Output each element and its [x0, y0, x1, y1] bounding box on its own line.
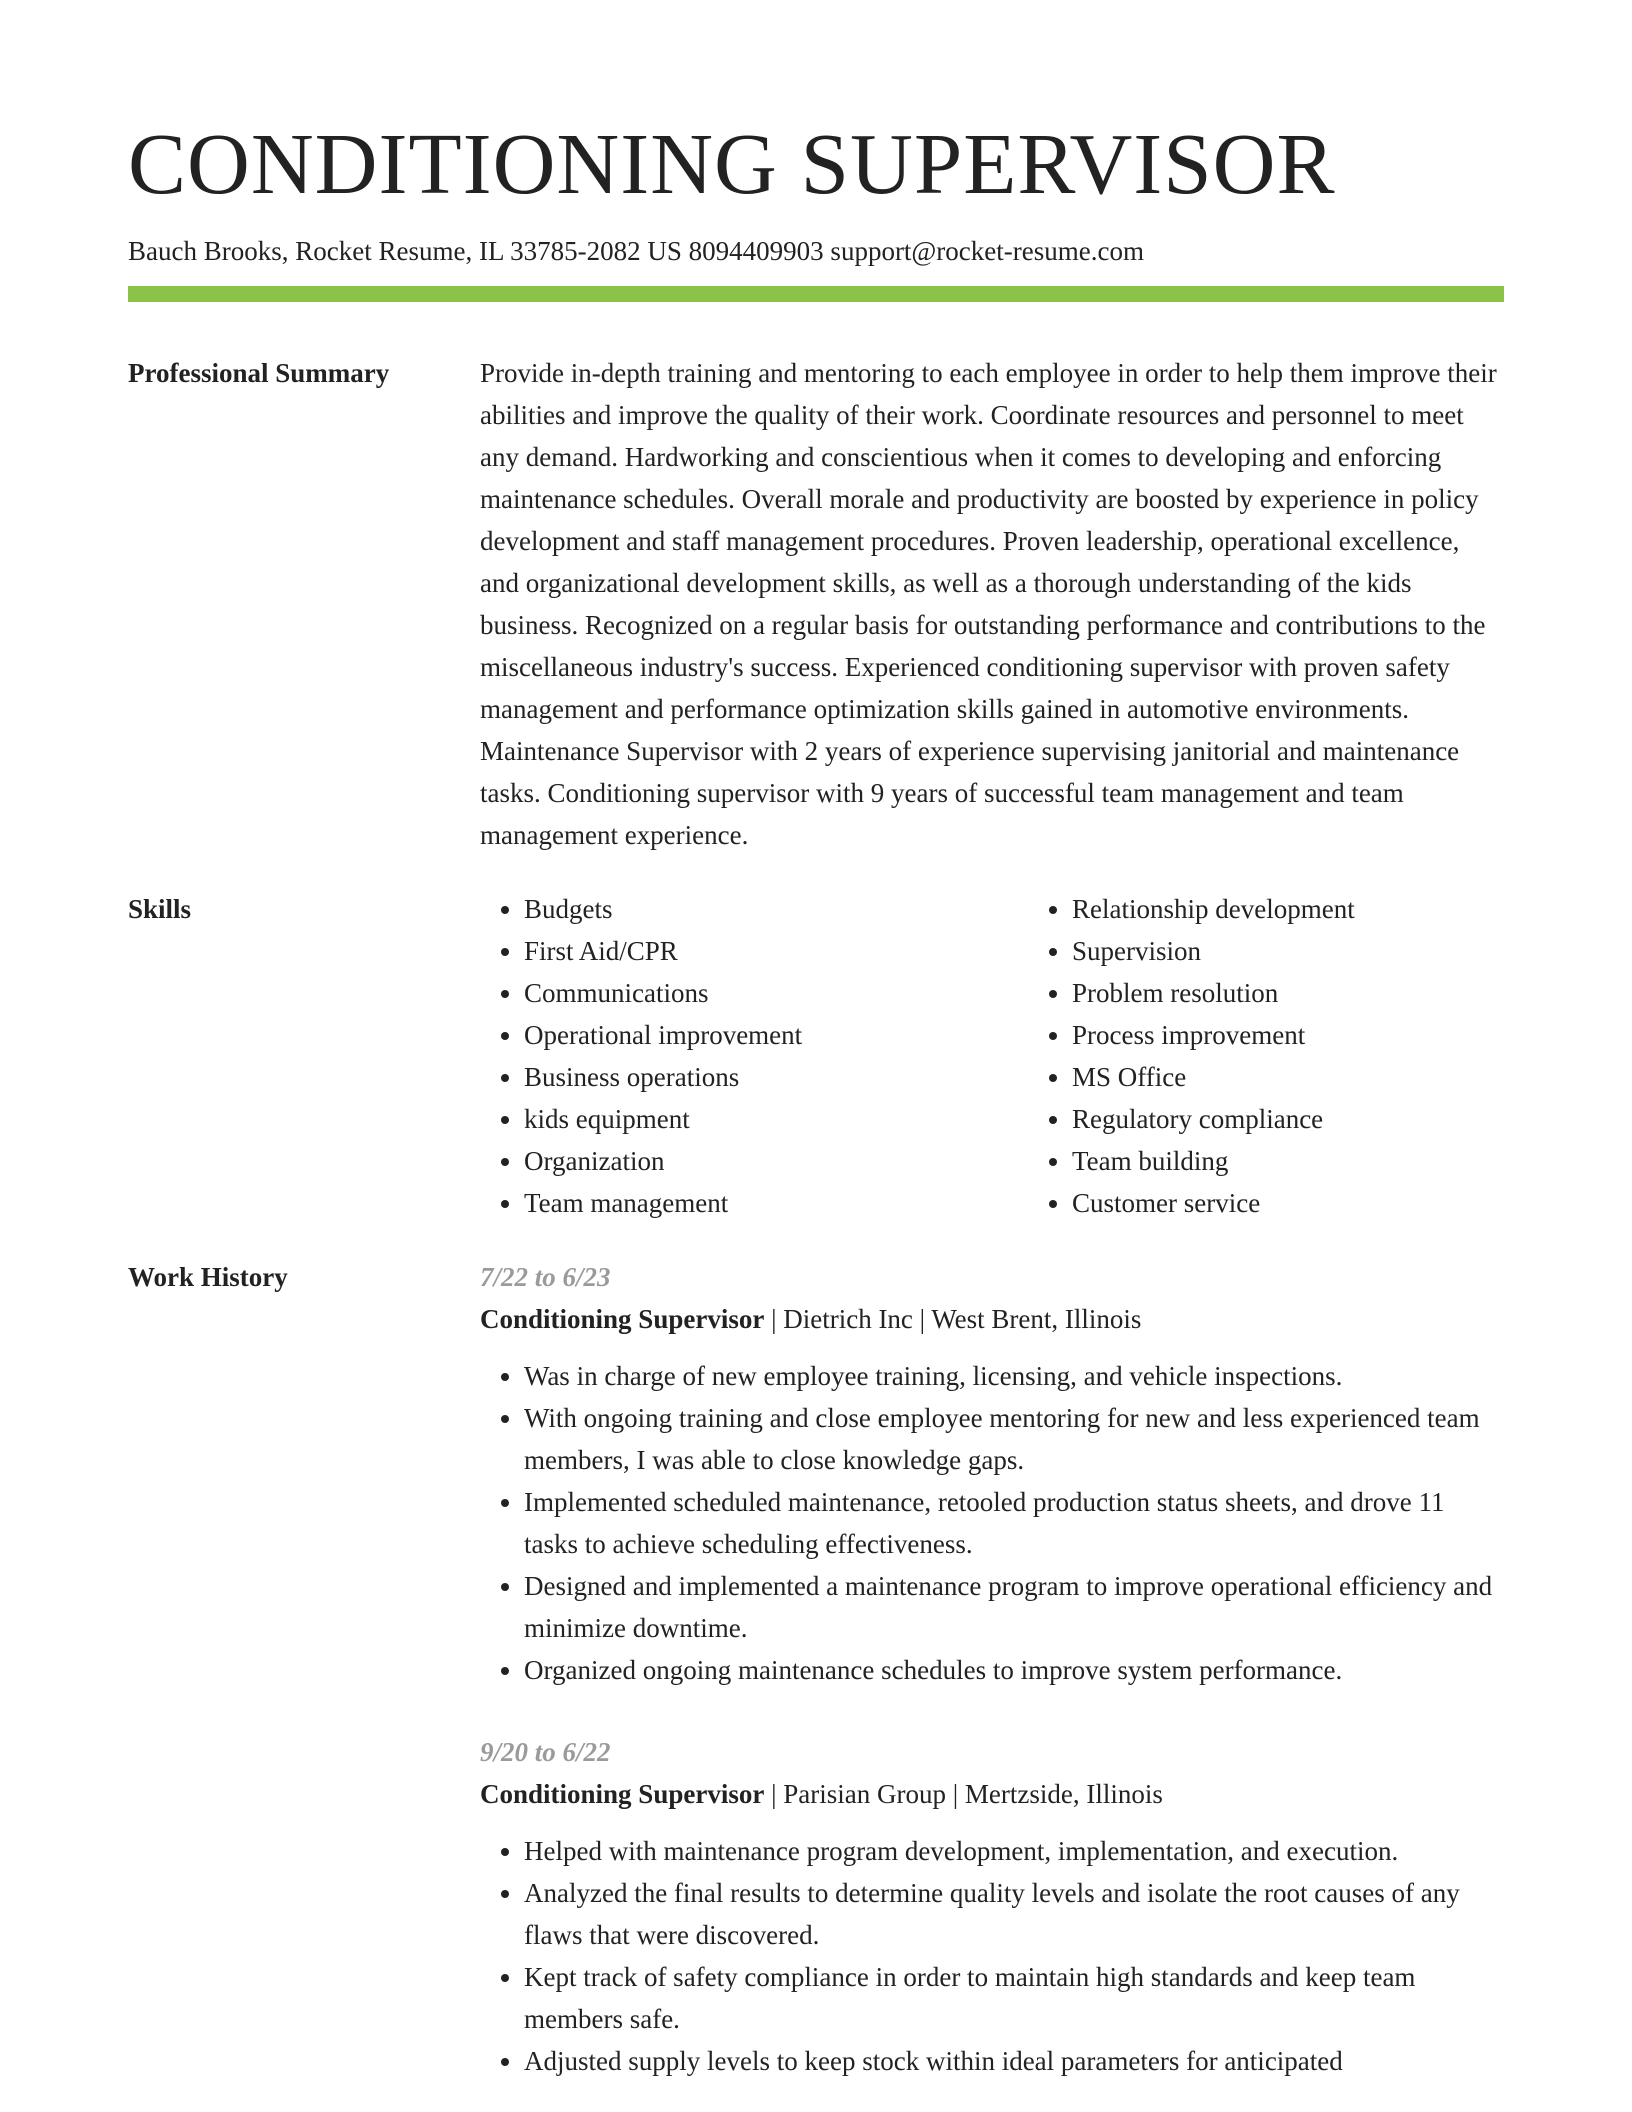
skill-item: • Supervision [1072, 930, 1532, 972]
skill-item: • Regulatory compliance [1072, 1098, 1532, 1140]
job-bullet: • Organized ongoing maintenance schedules to improve system performance. [524, 1649, 1504, 1691]
job-bullet: • Kept track of safety compliance in order to maintain high standards and keep team members safe. [524, 1956, 1504, 2040]
section-heading-summary: Professional Summary [128, 358, 390, 389]
skills-section [128, 888, 1504, 1224]
skill-item: • Team management [524, 1182, 984, 1224]
job-title: Conditioning Supervisor [480, 1304, 765, 1335]
page-title: CONDITIONING SUPERVISOR [128, 115, 1336, 212]
skill-item: • Business operations [524, 1056, 984, 1098]
job-dates: 9/20 to 6/22 [480, 1737, 611, 1768]
job-bullets [480, 1830, 1504, 2082]
summary-text: Provide in-depth training and mentoring to each employee in order to help them improve their abilities and improve the quality of their work. Coordinate resources and personnel to meet any demand. Hardworking and conscientious when it comes to developing and enforcing maintenance schedules. Overall morale and productivity are boosted by experience in policy development and staff management procedures. Proven leadership, operational excellence, and organizational development skills, as well as a thorough understanding of the kids business. Recognized on a regular basis for outstanding performance and contributions to the miscellaneous industry's success. Experienced conditioning supervisor with proven safety management and performance optimization skills gained in automotive environments. Maintenance Supervisor with 2 years of experience supervising janitorial and maintenance tasks. Conditioning supervisor with 9 years of successful team management and team management experience. [480, 358, 1497, 851]
job-entry [480, 1256, 1504, 1691]
professional-summary-section [128, 352, 1504, 856]
job-bullet: • Implemented scheduled maintenance, retooled production status sheets, and drove 11 tasks to achieve scheduling effectiveness. [524, 1481, 1504, 1565]
skill-item: • Problem resolution [1072, 972, 1532, 1014]
job-bullet: • Was in charge of new employee training, licensing, and vehicle inspections. [524, 1355, 1504, 1397]
skill-item: • Process improvement [1072, 1014, 1532, 1056]
skill-item: • First Aid/CPR [524, 930, 984, 972]
skill-item: • Customer service [1072, 1182, 1532, 1224]
section-heading-skills: Skills [128, 894, 192, 925]
job-title: Conditioning Supervisor [480, 1779, 765, 1810]
job-company-location: | Parisian Group | Mertzside, Illinois [764, 1779, 1163, 1810]
skills-list-left [480, 888, 984, 1224]
skill-item: • Relationship development [1072, 888, 1532, 930]
skill-item: • Communications [524, 972, 984, 1014]
job-heading [480, 1298, 1504, 1340]
job-bullet: • With ongoing training and close employee mentoring for new and less experienced team members, I was able to close knowledge gaps. [524, 1397, 1504, 1481]
section-heading-work-history: Work History [128, 1262, 288, 1293]
contact-line: Bauch Brooks, Rocket Resume, IL 33785-2082 US 8094409903 support@rocket-resume.com [128, 236, 1144, 266]
job-company-location: | Dietrich Inc | West Brent, Illinois [764, 1304, 1142, 1335]
skill-item: • Organization [524, 1140, 984, 1182]
job-heading [480, 1773, 1504, 1815]
skills-list-right [1028, 888, 1532, 1224]
skill-item: • Team building [1072, 1140, 1532, 1182]
job-bullet: • Analyzed the final results to determine quality levels and isolate the root causes of any flaws that were discovered. [524, 1872, 1504, 1956]
skill-item: • Budgets [524, 888, 984, 930]
job-bullet: • Adjusted supply levels to keep stock within ideal parameters for anticipated [524, 2040, 1504, 2082]
accent-divider [128, 286, 1504, 302]
skill-item: • kids equipment [524, 1098, 984, 1140]
job-entry [480, 1731, 1504, 2082]
skill-item: • MS Office [1072, 1056, 1532, 1098]
work-history-section [128, 1256, 1504, 2082]
job-bullet: • Designed and implemented a maintenance program to improve operational efficiency and minimize downtime. [524, 1565, 1504, 1649]
job-dates: 7/22 to 6/23 [480, 1262, 611, 1293]
skill-item: • Operational improvement [524, 1014, 984, 1056]
job-bullets [480, 1355, 1504, 1691]
job-bullet: • Helped with maintenance program development, implementation, and execution. [524, 1830, 1504, 1872]
